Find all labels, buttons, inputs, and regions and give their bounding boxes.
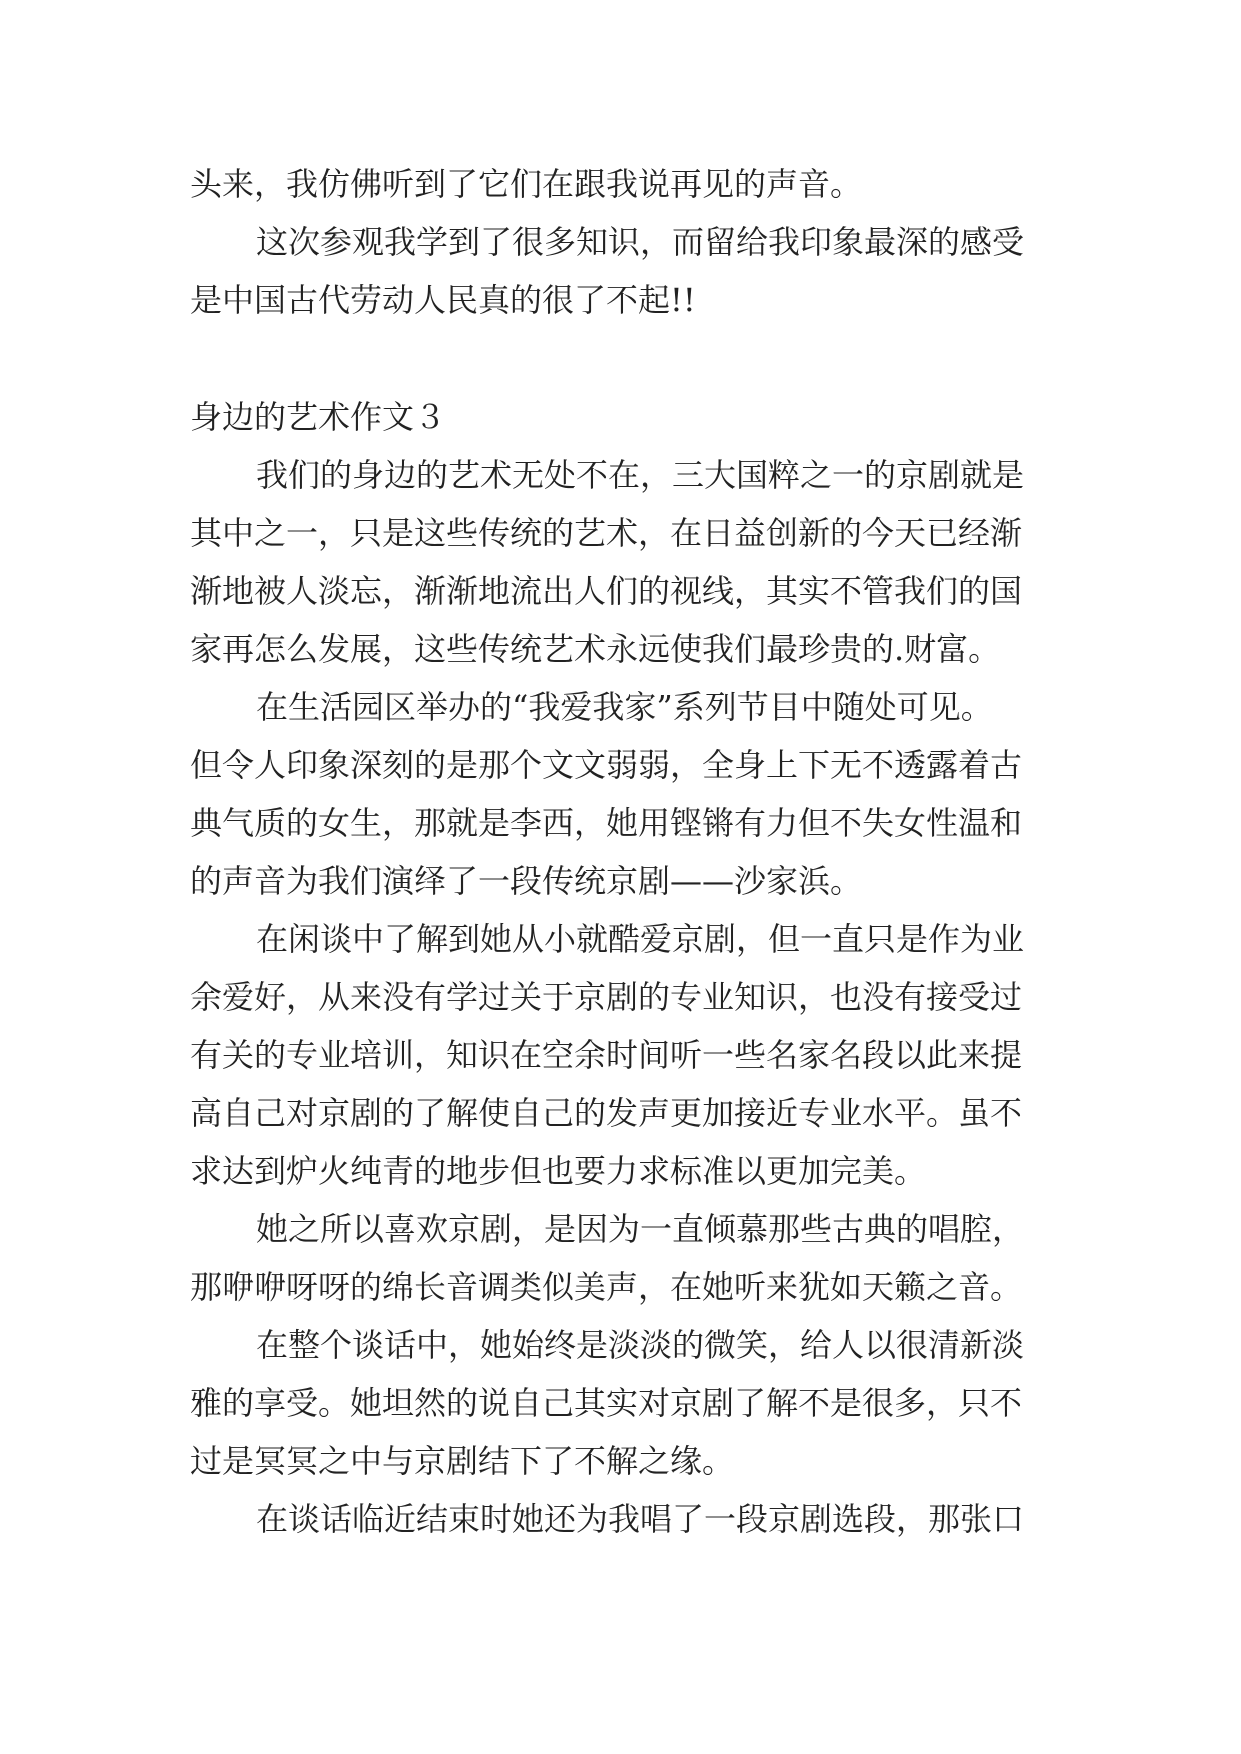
text-line: 余爱好，从来没有学过关于京剧的专业知识，也没有接受过 [190, 978, 1023, 1016]
text-line: 求达到炉火纯青的地步但也要力求标准以更加完美。 [190, 1152, 927, 1190]
text-line: 高自己对京剧的了解使自己的发声更加接近专业水平。虽不 [190, 1094, 1023, 1132]
text-line: 典气质的女生，那就是李西，她用铿锵有力但不失女性温和 [190, 804, 1023, 842]
section-heading: 身边的艺术作文３ [190, 398, 447, 436]
text-line: 我们的身边的艺术无处不在，三大国粹之一的京剧就是 [256, 456, 1025, 494]
text-line: 在生活园区举办的“我爱我家”系列节目中随处可见。 [256, 688, 993, 726]
text-line: 雅的享受。她坦然的说自己其实对京剧了解不是很多，只不 [190, 1384, 1023, 1422]
text-line: 这次参观我学到了很多知识，而留给我印象最深的感受 [256, 223, 1025, 261]
text-line: 其中之一，只是这些传统的艺术，在日益创新的今天已经渐 [190, 514, 1023, 552]
text-line: 有关的专业培训，知识在空余时间听一些名家名段以此来提 [190, 1036, 1023, 1074]
text-line: 的声音为我们演绎了一段传统京剧——沙家浜。 [190, 862, 863, 900]
section-heading-block [190, 388, 1070, 446]
text-line: 她之所以喜欢京剧，是因为一直倾慕那些古典的唱腔， [256, 1210, 1025, 1248]
text-line: 家再怎么发展，这些传统艺术永远使我们最珍贵的.财富。 [190, 630, 1001, 668]
text-line: 在闲谈中了解到她从小就酷爱京剧，但一直只是作为业 [256, 920, 1025, 958]
text-line: 是中国古代劳动人民真的很了不起!! [190, 281, 696, 319]
text-line: 头来，我仿佛听到了它们在跟我说再见的声音。 [190, 165, 863, 203]
text-line: 但令人印象深刻的是那个文文弱弱，全身上下无不透露着古 [190, 746, 1023, 784]
text-line: 在谈话临近结束时她还为我唱了一段京剧选段，那张口 [256, 1500, 1025, 1538]
text-line: 在整个谈话中，她始终是淡淡的微笑，给人以很清新淡 [256, 1326, 1025, 1364]
text-line: 那咿咿呀呀的绵长音调类似美声，在她听来犹如天籁之音。 [190, 1268, 1023, 1306]
text-line: 过是冥冥之中与京剧结下了不解之缘。 [190, 1442, 735, 1480]
intro-paragraphs [190, 155, 1070, 329]
text-line: 渐地被人淡忘，渐渐地流出人们的视线，其实不管我们的国 [190, 572, 1023, 610]
section-body [190, 446, 1070, 1548]
